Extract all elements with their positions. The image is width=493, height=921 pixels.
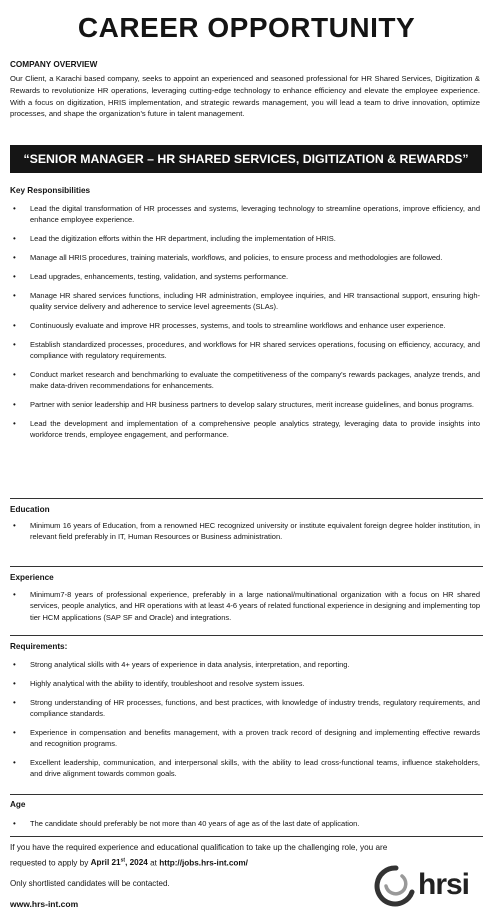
instructions-prefix: requested to apply by <box>10 858 89 868</box>
experience-list <box>10 589 480 631</box>
instructions-at: at <box>150 858 157 868</box>
footer-website-link[interactable]: www.hrs-int.com <box>10 899 79 909</box>
experience-item: • Minimum7-8 years of professional experience, preferably in a large national/multinational organization with a focus on HR shared services, people analytics, and HR operations with at least 4-6 years of related functional experience in designing and implementing top tier HCM applications (SAP SF and Oracle) and integrations. <box>10 589 480 623</box>
apply-link[interactable]: http://jobs.hrs-int.com/ <box>159 858 248 868</box>
deadline-date-suffix: st <box>120 857 126 864</box>
experience-heading: Experience <box>10 573 54 582</box>
deadline-year: , 2024 <box>125 858 148 868</box>
responsibility-item: • Continuously evaluate and improve HR processes, systems, and tools to streamline workflows and enhance user experience. <box>10 320 480 331</box>
responsibility-item: • Lead the digitization efforts within the HR department, including the implementation of HRIS. <box>10 233 480 244</box>
logo-wordmark: hrsi <box>418 868 470 901</box>
divider <box>10 498 483 499</box>
responsibility-item: • Manage all HRIS procedures, training materials, workflows, and policies, to ensure process and methodologies are followed. <box>10 252 480 263</box>
age-list <box>10 818 480 837</box>
responsibilities-heading: Key Responsibilities <box>10 186 91 195</box>
requirement-item: • Experience in compensation and benefits management, with a proven track record of designing and implementing effective rewards and recognition programs. <box>10 727 480 750</box>
company-overview-text: Our Client, a Karachi based company, seeks to appoint an experienced and seasoned professional for HR Shared Services, Digitization & Rewards to revolutionize HR operations, leveraging cutting-edge technology to enhance efficiency and elevate the employee experience. With a focus on digitization, HRIS implementation, and strategic rewards management, you will lead a team to drive innovation, optimize processes, and shape the organization's future in talent management. <box>10 74 480 119</box>
position-title-banner: “SENIOR MANAGER – HR SHARED SERVICES, DIGITIZATION & REWARDS” <box>10 145 482 173</box>
responsibility-item: • Establish standardized processes, procedures, and workflows for HR shared services operations, focusing on efficiency, accuracy, and compliance with regulatory requirements. <box>10 339 480 362</box>
requirement-item: • Strong analytical skills with 4+ years of experience in data analysis, interpretation, and reporting. <box>10 659 480 670</box>
age-item: • The candidate should preferably be not more than 40 years of age as of the last date of application. <box>10 818 480 829</box>
divider <box>10 794 483 795</box>
responsibility-item: • Lead the digital transformation of HR processes and systems, leveraging technology to streamline operations, improve efficiency, and enhance employee experience. <box>10 203 480 226</box>
responsibility-item: • Lead upgrades, enhancements, testing, validation, and systems performance. <box>10 271 480 282</box>
company-overview-heading: COMPANY OVERVIEW <box>10 60 98 69</box>
page-title: CAREER OPPORTUNITY <box>77 12 416 43</box>
responsibility-item: • Conduct market research and benchmarking to evaluate the competitiveness of the company's rewards packages, analyze trends, and make data-driven recommendations for enhancements. <box>10 369 480 392</box>
responsibility-item: • Lead the development and implementation of a comprehensive people analytics strategy, leveraging data to provide insights into workforce trends, employee engagement, and performance. <box>10 418 480 441</box>
responsibility-item: • Manage HR shared services functions, including HR administration, employee inquiries, and HR transactional support, ensuring high-quality service delivery and adherence to service level agreements (SLAs). <box>10 290 480 313</box>
education-heading: Education <box>10 505 50 514</box>
education-item: • Minimum 16 years of Education, from a renowned HEC recognized university or institute equivalent foreign degree holder institution, in relevant field preferably in IT, Human Resources or Business administration. <box>10 520 480 543</box>
age-heading: Age <box>10 800 26 809</box>
deadline-date: April 21 <box>90 858 121 868</box>
divider <box>10 836 483 837</box>
instructions-line-1: If you have the required experience and educational qualification to take up the challenging role, you are <box>10 843 388 852</box>
requirement-item: • Excellent leadership, communication, and interpersonal skills, with the ability to lead cross-functional teams, influence stakeholders, and drive alignment towards common goals. <box>10 757 480 780</box>
requirement-item: • Highly analytical with the ability to identify, troubleshoot and resolve system issues. <box>10 678 480 689</box>
requirements-heading: Requirements: <box>10 642 68 651</box>
shortlist-note: Only shortlisted candidates will be contacted. <box>10 879 170 888</box>
responsibilities-list <box>10 203 480 448</box>
divider <box>10 566 483 567</box>
requirements-list <box>10 659 480 787</box>
divider <box>10 635 483 636</box>
responsibility-item: • Partner with senior leadership and HR business partners to develop salary structures, merit increase guidelines, and bonus programs. <box>10 399 480 410</box>
education-list <box>10 520 480 550</box>
requirement-item: • Strong understanding of HR processes, functions, and best practices, with knowledge of industry trends, regulatory requirements, and compliance standards. <box>10 697 480 720</box>
